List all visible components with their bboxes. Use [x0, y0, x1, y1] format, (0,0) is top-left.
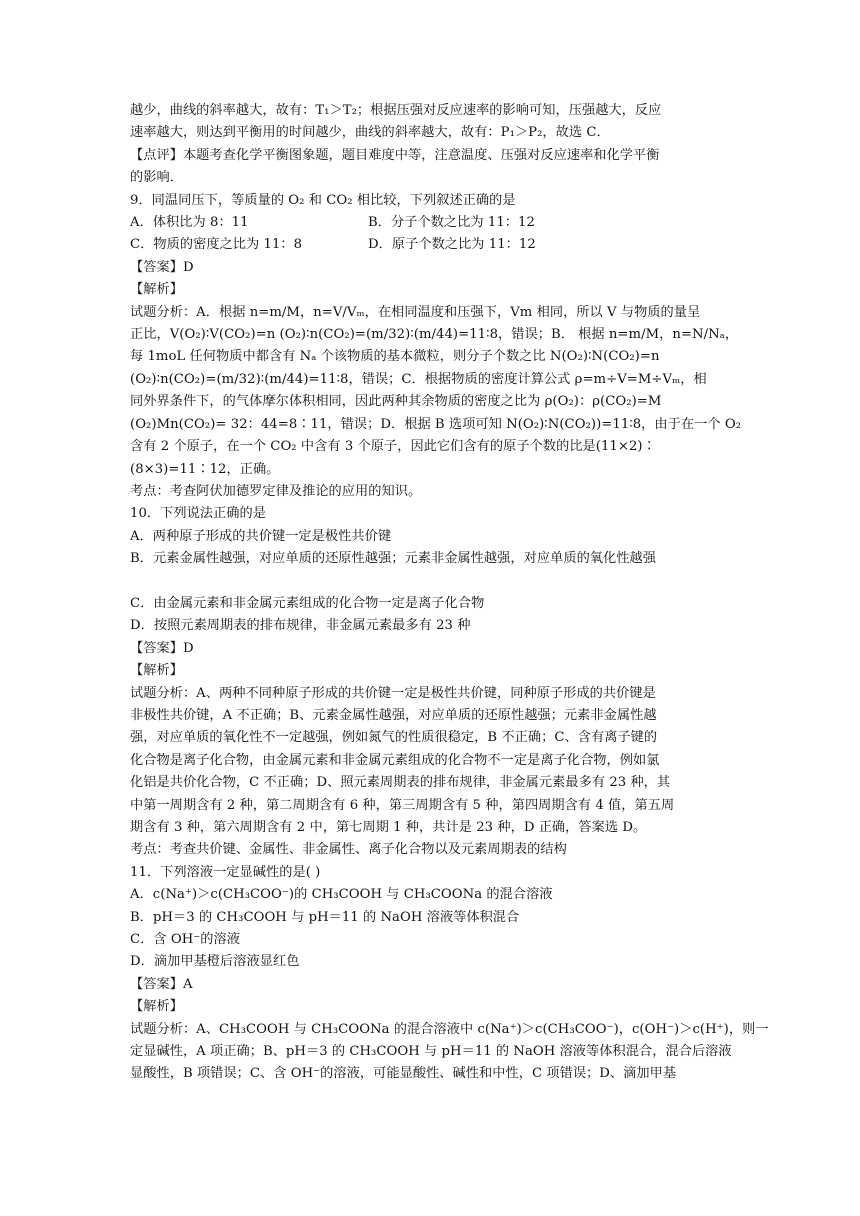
analysis-label: 【解析】 [130, 282, 183, 298]
q9-option-c: C．物质的密度之比为 11：8 [130, 237, 303, 253]
topic-line: 考点：考查阿伏加德罗定律及推论的应用的知识。 [130, 483, 422, 499]
comment-line: 【点评】本题考查化学平衡图象题，题目难度中等，注意温度、压强对反应速率和化学平衡 [130, 147, 660, 163]
question-10: 10．下列说法正确的是 [130, 506, 267, 522]
q10-option-d: D．按照元素周期表的排布规律，非金属元素最多有 23 种 [130, 618, 471, 634]
question-9: 9．同温同压下，等质量的 O₂ 和 CO₂ 相比较，下列叙述正确的是 [130, 192, 516, 208]
text-line: 非极性共价键，A 不正确；B、元素金属性越强，对应单质的还原性越强；元素非金属性越 [130, 707, 657, 723]
text-line: 强，对应单质的氧化性不一定越强，例如氮气的性质很稳定，B 不正确；C、含有离子键的 [130, 730, 658, 746]
q9-option-a: A．体积比为 8：11 [130, 215, 249, 231]
q9-option-b: B．分子个数之比为 11：12 [368, 215, 535, 231]
q11-option-d: D．滴加甲基橙后溶液显红色 [130, 954, 300, 970]
topic-line: 考点：考查共价键、金属性、非金属性、离子化合物以及元素周期表的结构 [130, 842, 567, 858]
q11-option-c: C．含 OH⁻的溶液 [130, 932, 240, 948]
text-line: (O₂)Mn(CO₂)= 32：44=8∶11，错误；D．根据 B 选项可知 N(O₂)∶N(CO₂))=11∶8，由于在一个 O₂ [130, 416, 742, 432]
text-line: 期含有 3 种，第六周期含有 2 中，第七周期 1 种，共计是 23 种，D 正确，答案选 D。 [130, 819, 647, 835]
text-line: 定显碱性，A 项正确；B、pH＝3 的 CH₃COOH 与 pH＝11 的 NaOH 溶液等体积混合，混合后溶液 [130, 1044, 732, 1060]
answer-label: 【答案】D [130, 640, 194, 656]
text-line: 越少，曲线的斜率越大，故有：T₁＞T₂；根据压强对反应速率的影响可知，压强越大，反应 [130, 103, 662, 118]
q10-option-c: C．由金属元素和非金属元素组成的化合物一定是离子化合物 [130, 595, 485, 611]
answer-label: 【答案】D [130, 259, 194, 275]
text-line: (8×3)=11∶12，正确。 [130, 461, 280, 477]
text-line: 化铝是共价化合物，C 不正确；D、照元素周期表的排布规律，非金属元素最多有 23 种，其 [130, 775, 671, 791]
blank-line [130, 571, 730, 593]
text-line: 显酸性，B 项错误；C、含 OH⁻的溶液，可能显酸性、碱性和中性，C 项错误；D、滴加甲基 [130, 1066, 677, 1082]
document-page [130, 100, 769, 1086]
q9-option-d: D．原子个数之比为 11：12 [368, 237, 536, 253]
text-line: 的影响． [130, 170, 183, 186]
q9-option-row-2 [130, 234, 730, 256]
text-line: 正比，V(O₂)∶V(CO₂)=n (O₂)∶n(CO₂)=(m/32)∶(m/44)=11∶8，错误；B． 根据 n=m/M，n=N/Nₐ， [130, 327, 739, 343]
text-line: (O₂)∶n(CO₂)=(m/32)∶(m/44)=11∶8，错误；C．根据物质的密度计算公式 ρ=m÷V=M÷Vₘ，相 [130, 371, 707, 387]
text-line: 含有 2 个原子，在一个 CO₂ 中含有 3 个原子，因此它们含有的原子个数的比是(11×2)∶ [130, 439, 656, 455]
q10-option-a: A．两种原子形成的共价键一定是极性共价键 [130, 528, 392, 544]
answer-label: 【答案】A [130, 976, 193, 992]
text-line: 试题分析：A、两种不同种原子形成的共价键一定是极性共价键，同种原子形成的共价键是 [130, 685, 656, 701]
text-line: 化合物是离子化合物，由金属元素和非金属元素组成的化合物不一定是离子化合物，例如氯 [130, 752, 660, 768]
text-line: 速率越大，则达到平衡用的时间越少，曲线的斜率越大，故有：P₁＞P₂，故选 C． [130, 125, 610, 141]
analysis-label: 【解析】 [130, 999, 183, 1015]
text-line: 试题分析：A．根据 n=m/M，n=V/Vₘ，在相同温度和压强下，Vm 相同，所以 V 与物质的量呈 [130, 304, 701, 320]
analysis-label: 【解析】 [130, 663, 183, 679]
q11-option-a: A．c(Na⁺)＞c(CH₃COO⁻)的 CH₃COOH 与 CH₃COONa 的混合溶液 [130, 887, 553, 903]
text-line: 试题分析：A、CH₃COOH 与 CH₃COONa 的混合溶液中 c(Na⁺)＞c(CH₃COO⁻)，c(OH⁻)＞c(H⁺)，则一 [130, 1021, 769, 1037]
q10-option-b: B．元素金属性越强，对应单质的还原性越强；元素非金属性越强，对应单质的氧化性越强 [130, 551, 656, 567]
text-line: 每 1moL 任何物质中都含有 Nₐ 个该物质的基本微粒，则分子个数之比 N(O₂)∶N(CO₂)=n [130, 349, 660, 365]
question-11: 11．下列溶液一定显碱性的是( ) [130, 864, 321, 880]
text-line: 同外界条件下，的气体摩尔体积相同，因此两种其余物质的密度之比为 ρ(O₂)：ρ(CO₂)=M [130, 394, 662, 410]
q11-option-b: B．pH＝3 的 CH₃COOH 与 pH＝11 的 NaOH 溶液等体积混合 [130, 909, 520, 925]
q9-option-row-1 [130, 212, 730, 234]
text-line: 中第一周期含有 2 种，第二周期含有 6 种，第三周期含有 5 种，第四周期含有 4 值，第五周 [130, 797, 675, 813]
